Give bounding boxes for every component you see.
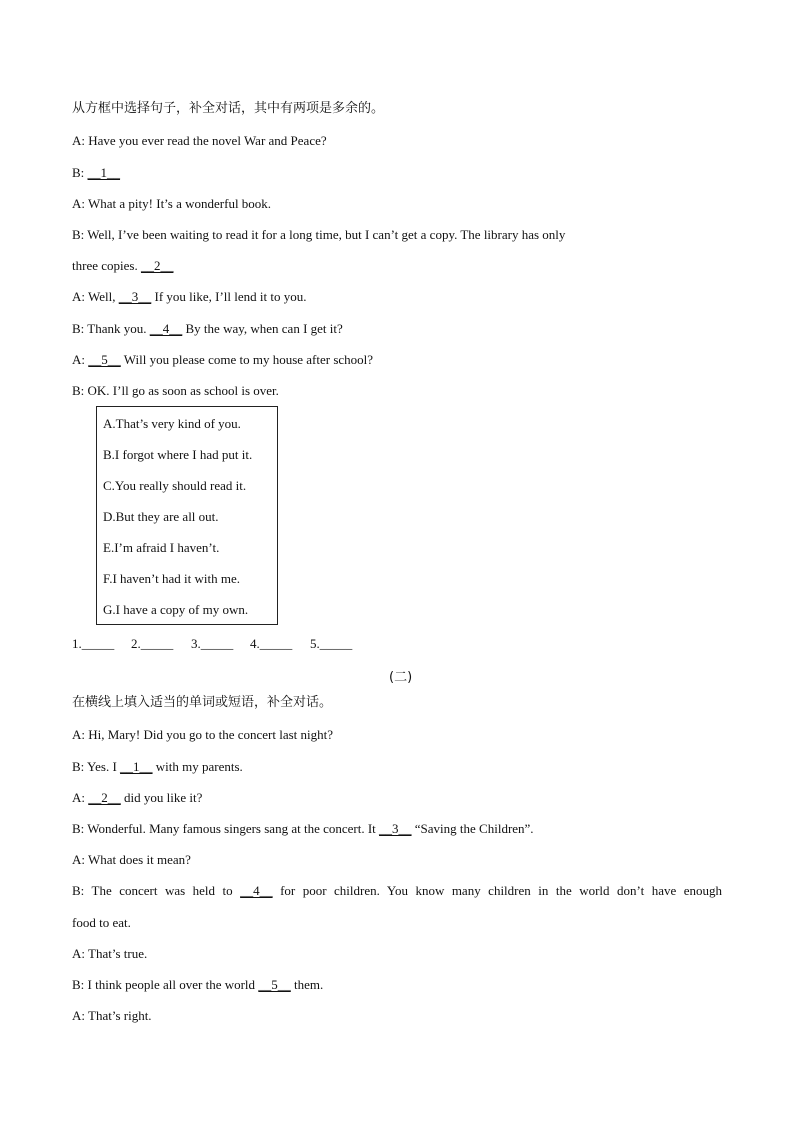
blank-4[interactable]: __4__ <box>240 883 273 898</box>
dialogue-line: B: The concert was held to __4__ for poor children. You know many children in the world don’t have enough <box>72 883 722 898</box>
blank-2[interactable]: __2__ <box>140 258 174 273</box>
dialogue-line: A: Have you ever read the novel War and Peace? <box>72 133 327 148</box>
answer-slot-1[interactable]: 1._____ <box>72 636 115 651</box>
dialogue-line: A: Hi, Mary! Did you go to the concert last night? <box>72 727 334 742</box>
dialogue-line: A: That’s true. <box>72 946 148 961</box>
part1-instruction: 从方框中选择句子，补全对话，其中有两项是多余的。 <box>72 101 385 116</box>
options-box <box>96 406 278 625</box>
option-c: C.You really should read it. <box>103 478 247 493</box>
dialogue-line: A: __2__ did you like it? <box>72 790 203 805</box>
blank-1[interactable]: __1__ <box>120 759 153 774</box>
dialogue-line: three copies. __2__ <box>72 258 174 273</box>
option-g: G.I have a copy of my own. <box>103 602 249 617</box>
blank-5[interactable]: __5__ <box>88 352 121 367</box>
answer-slot-5[interactable]: 5._____ <box>310 636 353 651</box>
dialogue-line: B: Well, I’ve been waiting to read it for a long time, but I can’t get a copy. The library has only <box>72 227 566 242</box>
part2-instruction: 在横线上填入适当的单词或短语，补全对话。 <box>72 695 333 710</box>
option-e: E.I’m afraid I haven’t. <box>103 540 220 555</box>
dialogue-line: A: That’s right. <box>72 1008 152 1023</box>
dialogue-line: B: Thank you. __4__ By the way, when can I get it? <box>72 321 343 336</box>
option-b: B.I forgot where I had put it. <box>103 447 253 462</box>
dialogue-line: B: I think people all over the world __5__ them. <box>72 977 324 992</box>
dialogue-line: food to eat. <box>72 915 131 930</box>
dialogue-line: B: __1__ <box>72 165 121 180</box>
dialogue-line: A: __5__ Will you please come to my house after school? <box>72 352 374 367</box>
blank-4[interactable]: __4__ <box>149 321 183 336</box>
option-d: D.But they are all out. <box>103 509 219 524</box>
section-heading: (二) <box>389 670 413 685</box>
option-a: A.That’s very kind of you. <box>103 416 241 431</box>
answer-slot-4[interactable]: 4._____ <box>250 636 293 651</box>
blank-3[interactable]: __3__ <box>379 821 412 836</box>
dialogue-line: A: What a pity! It’s a wonderful book. <box>72 196 272 211</box>
dialogue-line: A: What does it mean? <box>72 852 191 867</box>
answer-slot-2[interactable]: 2._____ <box>131 636 174 651</box>
dialogue-line: B: OK. I’ll go as soon as school is over. <box>72 383 279 398</box>
option-f: F.I haven’t had it with me. <box>103 571 241 586</box>
blank-3[interactable]: __3__ <box>118 289 152 304</box>
blank-5[interactable]: __5__ <box>258 977 291 992</box>
dialogue-line: A: Well, __3__ If you like, I’ll lend it to you. <box>72 289 307 304</box>
blank-2[interactable]: __2__ <box>88 790 121 805</box>
dialogue-line: B: Wonderful. Many famous singers sang at the concert. It __3__ “Saving the Children”. <box>72 821 534 836</box>
blank-1[interactable]: __1__ <box>87 165 121 180</box>
dialogue-line: B: Yes. I __1__ with my parents. <box>72 759 243 774</box>
answer-slot-3[interactable]: 3._____ <box>191 636 234 651</box>
